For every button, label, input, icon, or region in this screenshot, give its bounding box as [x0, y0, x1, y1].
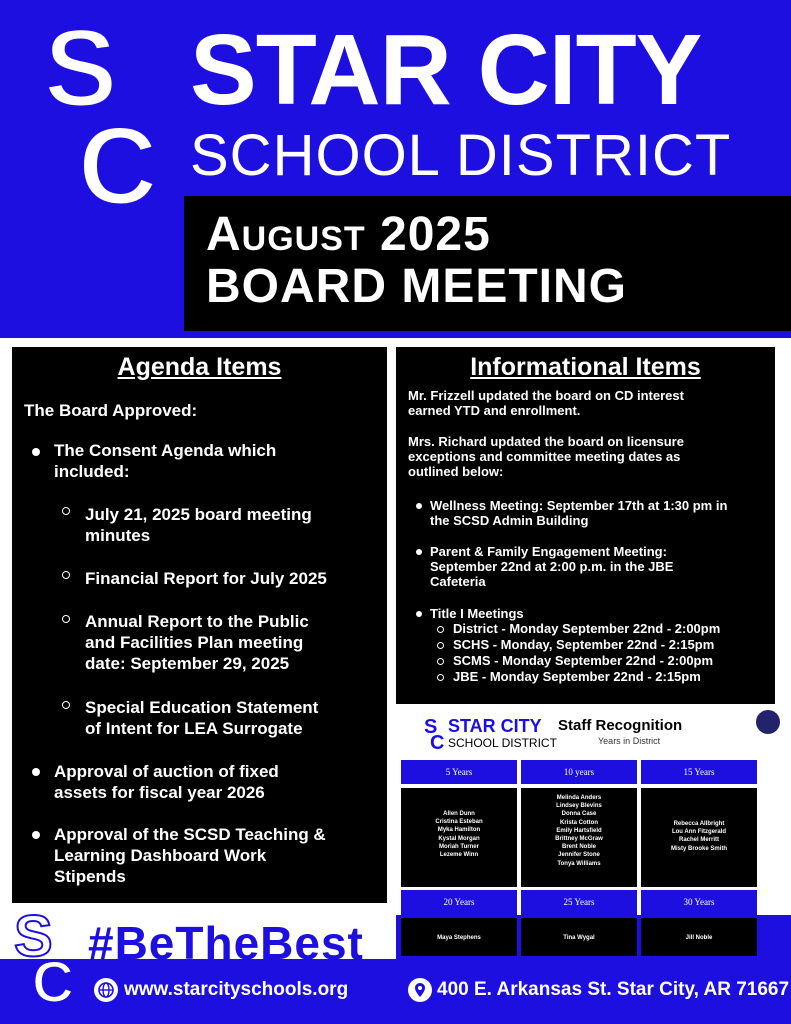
- info-bullet-2: Parent & Family Engagement Meeting:: [430, 544, 667, 559]
- agenda-sub-3-cont2: date: September 29, 2025: [85, 654, 290, 673]
- staff-name: Brittney McGraw: [555, 836, 603, 843]
- sc-mini-logo: [424, 716, 448, 750]
- agenda-item-2: Approval of auction of fixed: [54, 762, 279, 781]
- mascot-icon: [756, 710, 780, 734]
- column-15-names: [641, 788, 757, 887]
- column-25-names: [521, 918, 637, 956]
- staff-name: Lindsey Blevins: [556, 803, 602, 810]
- sub-bullet-icon: [62, 615, 70, 623]
- agenda-item-3-cont2: Stipends: [54, 867, 126, 886]
- bullet-icon: [416, 503, 422, 509]
- info-bullet-2-cont2: Cafeteria: [430, 574, 486, 589]
- info-bullet-1-cont: the SCSD Admin Building: [430, 513, 589, 528]
- column-header-25: 25 Years: [521, 890, 637, 915]
- info-title: Informational Items: [470, 353, 701, 381]
- staff-name: Misty Brooke Smith: [670, 845, 727, 852]
- staff-name: Rachel Merritt: [678, 837, 719, 844]
- agenda-item-1: The Consent Agenda which: [54, 441, 277, 460]
- staff-name: Jennifer Stone: [558, 852, 600, 859]
- agenda-intro: The Board Approved:: [24, 401, 198, 420]
- globe-icon: [94, 978, 118, 1002]
- agenda-item-1-cont: included:: [54, 462, 130, 481]
- staff-name: Rebecca Allbright: [673, 821, 725, 827]
- agenda-item-2-cont: assets for fiscal year 2026: [54, 783, 265, 802]
- bullet-icon: [416, 611, 422, 617]
- column-header-20: 20 Years: [401, 890, 517, 915]
- staff-recognition: [396, 704, 782, 915]
- sub-bullet-icon: [437, 626, 444, 633]
- agenda-sub-2: Financial Report for July 2025: [85, 569, 327, 588]
- staff-subtitle: Years in District: [598, 736, 661, 746]
- address: 400 E. Arkansas St. Star City, AR 71667: [437, 979, 790, 1000]
- bullet-icon: [32, 448, 40, 456]
- staff-logo-title: STAR CITY: [448, 716, 542, 736]
- column-10-names: [521, 788, 637, 887]
- info-para-2: Mrs. Richard updated the board on licensure: [408, 434, 684, 449]
- column-30-names: [641, 918, 757, 956]
- hashtag: #BeTheBest: [88, 917, 364, 969]
- agenda-sub-4: Special Education Statement: [85, 698, 319, 717]
- staff-name: Donna Case: [561, 811, 597, 818]
- agenda-sub-1-cont: minutes: [85, 526, 151, 545]
- staff-name: Kystal Morgan: [438, 835, 480, 842]
- column-20-names: [401, 918, 517, 956]
- staff-name: Maya Stephens: [437, 935, 481, 941]
- district-subtitle: SCHOOL DISTRICT: [190, 123, 732, 188]
- staff-name: Cristina Esteban: [435, 819, 483, 826]
- sub-bullet-icon: [62, 701, 70, 709]
- staff-name: Lezeme Winn: [439, 852, 479, 859]
- website-link[interactable]: www.starcityschools.org: [124, 979, 349, 1000]
- sub-bullet-icon: [437, 642, 444, 649]
- info-para-1-cont: earned YTD and enrollment.: [408, 403, 581, 418]
- column-5-names: [401, 788, 517, 887]
- banner-date: August 2025: [206, 208, 491, 261]
- agenda-panel: [12, 347, 387, 903]
- banner-title: BOARD MEETING: [206, 260, 627, 313]
- title-i-schs: SCHS - Monday, September 22nd - 2:15pm: [453, 637, 715, 652]
- info-para-2-cont: exceptions and committee meeting dates as: [408, 449, 681, 464]
- staff-name: Myka Hamilton: [437, 827, 481, 834]
- agenda-sub-3: Annual Report to the Public: [85, 612, 309, 631]
- column-header-10: 10 years: [521, 760, 637, 784]
- svg-text:S: S: [424, 716, 438, 738]
- staff-name: Emily Hartsfield: [556, 827, 602, 834]
- staff-name: Allen Dunn: [443, 811, 475, 817]
- sub-bullet-icon: [437, 674, 444, 681]
- staff-name: Tina Wygal: [563, 935, 595, 941]
- staff-name: Moriah Turner: [439, 843, 479, 850]
- svg-text:C: C: [430, 732, 445, 750]
- sub-bullet-icon: [437, 658, 444, 665]
- column-header-15: 15 Years: [641, 760, 757, 784]
- svg-text:S: S: [14, 908, 53, 969]
- staff-name: Melinda Anders: [556, 795, 602, 801]
- sc-footer-logo: [14, 908, 84, 1004]
- agenda-item-3: Approval of the SCSD Teaching &: [54, 825, 326, 844]
- agenda-sub-1: July 21, 2025 board meeting: [85, 505, 312, 524]
- sub-bullet-icon: [62, 571, 70, 579]
- location-pin-icon: [408, 978, 432, 1002]
- column-header-30: 30 Years: [641, 890, 757, 915]
- district-title: STAR CITY: [190, 14, 702, 126]
- staff-name: Brent Noble: [561, 844, 596, 851]
- info-panel: [396, 347, 775, 704]
- info-bullet-2-cont: September 22nd at 2:00 p.m. in the JBE: [430, 559, 674, 574]
- svg-text:C: C: [78, 105, 158, 206]
- staff-name: Krista Cotton: [560, 819, 598, 826]
- bullet-icon: [416, 549, 422, 555]
- svg-text:C: C: [32, 950, 74, 1004]
- title-i-scms: SCMS - Monday September 22nd - 2:00pm: [453, 653, 714, 668]
- staff-name: Jill Noble: [685, 935, 713, 941]
- staff-name: Tonya Williams: [557, 860, 601, 867]
- staff-name: Lou Ann Fitzgerald: [671, 829, 727, 836]
- agenda-sub-4-cont: of Intent for LEA Surrogate: [85, 719, 303, 738]
- sub-bullet-icon: [62, 507, 70, 515]
- agenda-sub-3-cont: and Facilities Plan meeting: [85, 633, 304, 652]
- title-i-jbe: JBE - Monday September 22nd - 2:15pm: [453, 669, 701, 684]
- agenda-title: Agenda Items: [117, 353, 282, 381]
- bullet-icon: [32, 831, 40, 839]
- staff-title: Staff Recognition: [558, 717, 683, 734]
- bullet-icon: [32, 768, 40, 776]
- info-bullet-1: Wellness Meeting: September 17th at 1:30 pm in: [430, 498, 728, 513]
- column-header-5: 5 Years: [401, 760, 517, 784]
- meeting-banner: [184, 196, 791, 331]
- staff-logo-subtitle: SCHOOL DISTRICT: [448, 736, 557, 750]
- info-bullet-3: Title I Meetings: [430, 606, 524, 621]
- sc-logo: [44, 14, 180, 206]
- svg-text:S: S: [44, 14, 118, 130]
- agenda-item-3-cont: Learning Dashboard Work: [54, 846, 267, 865]
- info-para-1: Mr. Frizzell updated the board on CD interest: [408, 388, 684, 403]
- title-i-district: District - Monday September 22nd - 2:00pm: [453, 621, 721, 636]
- info-para-2-cont2: outlined below:: [408, 464, 504, 479]
